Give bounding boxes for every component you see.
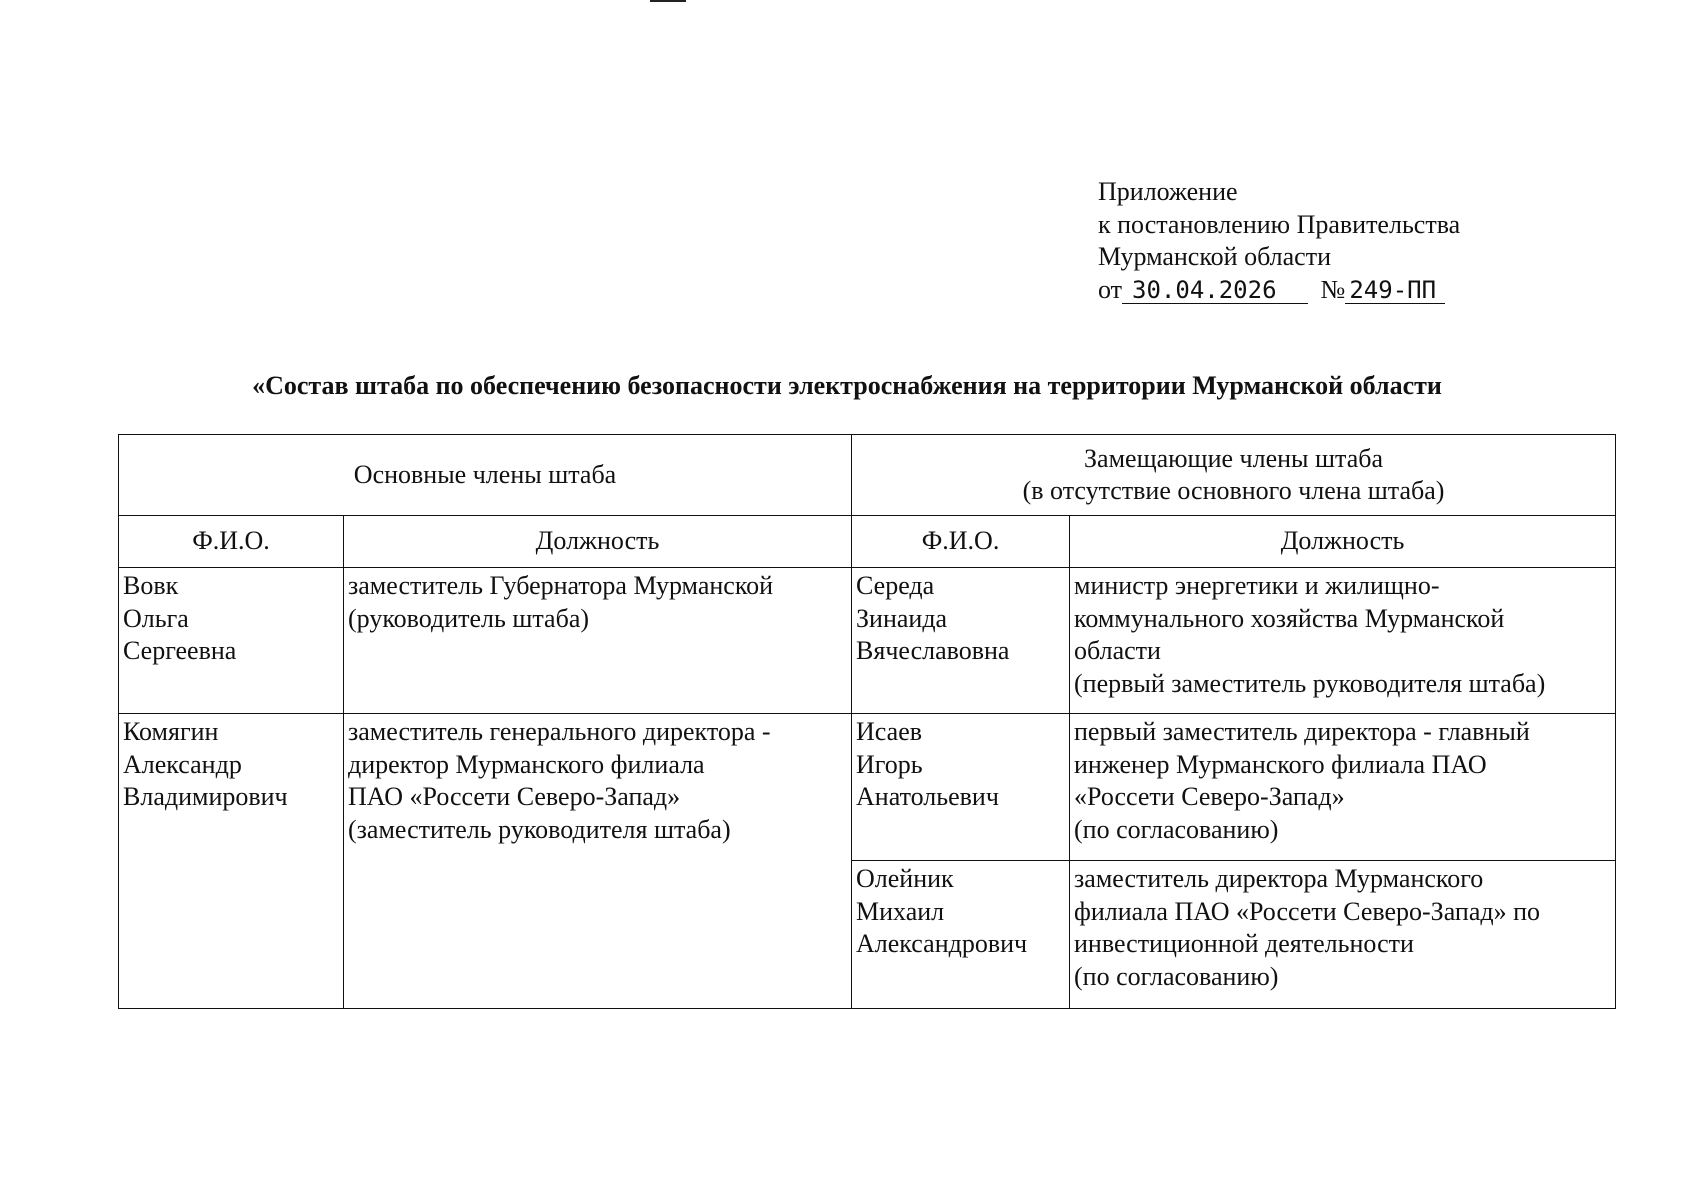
col-header-main-name: Ф.И.О. <box>119 516 344 568</box>
main-name-cell <box>119 714 344 1009</box>
name-line: Игорь <box>856 749 923 779</box>
group-substitute-label-2: (в отсутствие основного члена штаба) <box>1022 476 1445 505</box>
name-line: Михаил <box>856 896 945 926</box>
position-line: коммунального хозяйства Мурманской <box>1074 603 1505 633</box>
appendix-line-3: Мурманской области <box>1098 242 1331 271</box>
position-line: (заместитель руководителя штаба) <box>348 814 731 844</box>
sub-name-cell <box>852 861 1070 1009</box>
table-row <box>119 568 1616 714</box>
position-line: заместитель Губернатора Мурманской <box>348 571 774 600</box>
name-line: Исаев <box>856 717 923 746</box>
position-line: (по согласованию) <box>1074 961 1279 991</box>
name-line: Зинаида <box>856 603 948 633</box>
sub-position-cell <box>1070 568 1616 714</box>
main-position-cell <box>344 714 852 1009</box>
appendix-line-1: Приложение <box>1098 177 1238 206</box>
group-main-label: Основные члены штаба <box>353 459 617 489</box>
name-line: Комягин <box>123 717 219 746</box>
table-row <box>119 714 1616 861</box>
name-line: Владимирович <box>123 782 288 811</box>
position-line: филиала ПАО «Россети Северо-Запад» по <box>1074 896 1540 926</box>
group-substitute-label-1: Замещающие члены штаба <box>1084 443 1384 473</box>
document-title <box>0 370 1706 402</box>
table-group-header-row <box>119 435 1616 516</box>
staff-table <box>118 434 1616 1009</box>
name-line: Середа <box>856 571 935 600</box>
number-prefix: № <box>1320 274 1346 304</box>
table-column-header-row <box>119 516 1616 568</box>
sub-position-cell <box>1070 714 1616 861</box>
position-line: инвестиционной деятельности <box>1074 929 1414 958</box>
sub-name-cell <box>852 568 1070 714</box>
group-header-substitute <box>852 435 1616 516</box>
col-header-main-position: Должность <box>344 516 852 568</box>
position-line: «Россети Северо-Запад» <box>1074 782 1345 811</box>
date-value: 30.04.2026 <box>1122 277 1308 304</box>
col-header-sub-position: Должность <box>1070 516 1616 568</box>
position-line: (первый заместитель руководителя штаба) <box>1074 668 1546 698</box>
number-value: 249-ПП <box>1345 277 1445 304</box>
position-line: области <box>1074 636 1161 665</box>
main-position-cell <box>344 568 852 714</box>
position-line: министр энергетики и жилищно- <box>1074 571 1440 600</box>
scan-artifact <box>650 0 686 2</box>
sub-name-cell <box>852 714 1070 861</box>
appendix-date-line <box>1098 274 1460 307</box>
name-line: Александрович <box>856 929 1028 958</box>
sub-position-cell <box>1070 861 1616 1009</box>
position-line: ПАО «Россети Северо-Запад» <box>348 782 681 811</box>
name-line: Александр <box>123 749 242 779</box>
group-header-main <box>119 435 852 516</box>
position-line: инженер Мурманского филиала ПАО <box>1074 749 1487 779</box>
document-title-text: «Состав штаба по обеспечению безопасности электроснабжения на территории Мурманской области <box>252 371 1442 400</box>
name-line: Ольга <box>123 603 189 633</box>
position-line: (руководитель штаба) <box>348 603 590 633</box>
position-line: директор Мурманского филиала <box>348 749 705 779</box>
name-line: Вячеславовна <box>856 636 1010 665</box>
position-line: (по согласованию) <box>1074 814 1279 844</box>
name-line: Вовк <box>123 571 179 600</box>
name-line: Олейник <box>856 864 954 893</box>
name-line: Анатольевич <box>856 782 999 811</box>
position-line: заместитель генерального директора - <box>348 717 771 746</box>
appendix-header <box>1098 176 1460 306</box>
name-line: Сергеевна <box>123 636 237 665</box>
main-name-cell <box>119 568 344 714</box>
date-prefix: от <box>1098 274 1123 304</box>
col-header-sub-name: Ф.И.О. <box>852 516 1070 568</box>
position-line: первый заместитель директора - главный <box>1074 717 1530 746</box>
appendix-line-2: к постановлению Правительства <box>1098 209 1461 239</box>
position-line: заместитель директора Мурманского <box>1074 864 1484 893</box>
